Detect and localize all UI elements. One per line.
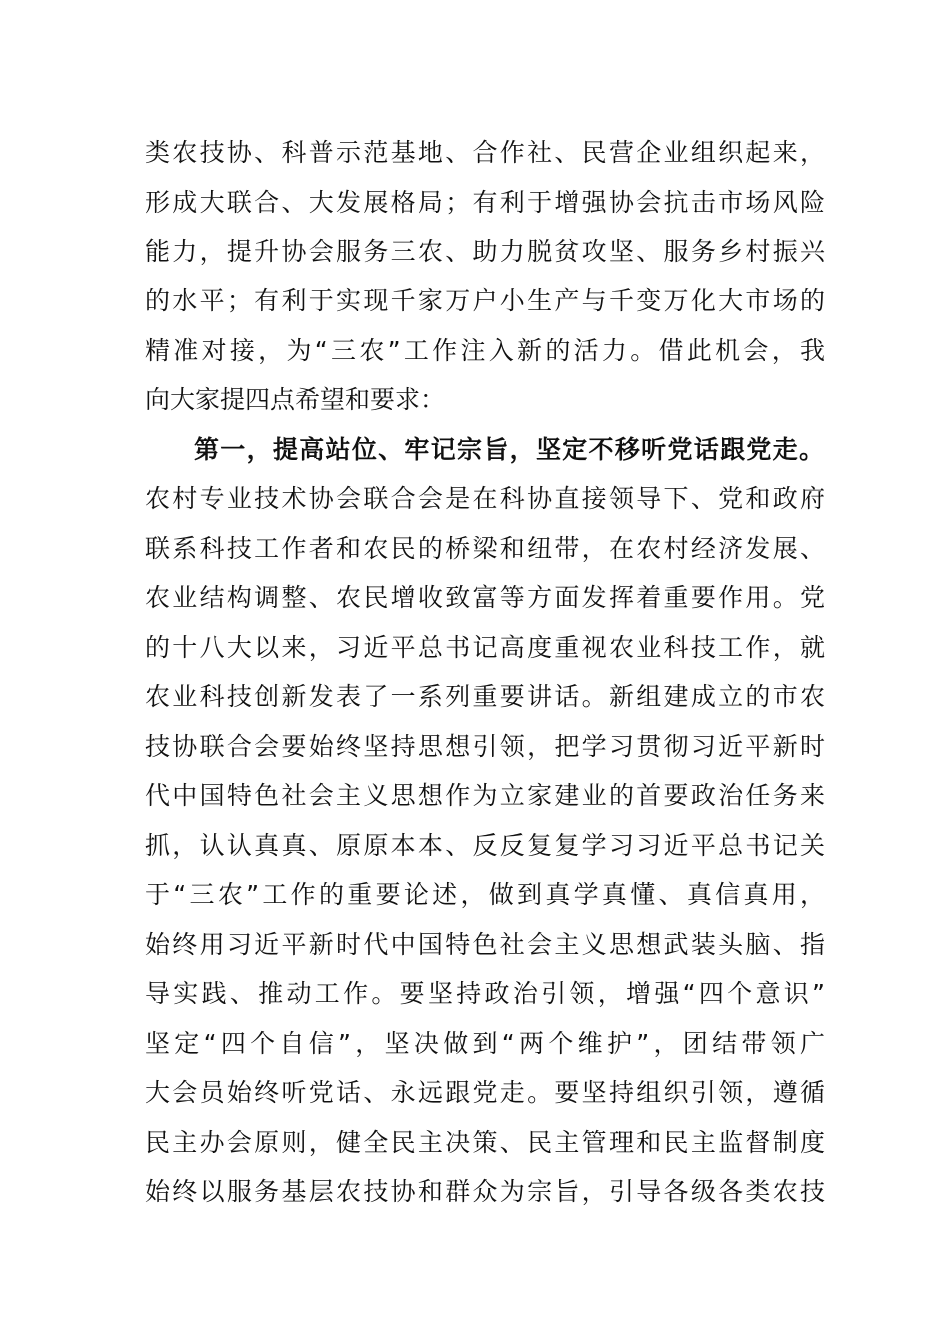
body-text-line: 始终用习近平新时代中国特色社会主义思想武装头脑、指 [145,930,825,959]
body-text-line: 类农技协、科普示范基地、合作社、民营企业组织起来， [145,138,825,167]
section-heading: 第一，提高站位、牢记宗旨，坚定不移听党话跟党走。 [194,435,824,464]
body-text-line: 向大家提四点希望和要求： [145,385,446,414]
body-text-line: 技协联合会要始终坚持思想引领，把学习贯彻习近平新时 [145,732,825,761]
body-text-line: 民主办会原则，健全民主决策、民主管理和民主监督制度 [145,1128,825,1157]
body-text-line: 坚定“四个自信”，坚决做到“两个维护”，团结带领广 [145,1029,825,1058]
body-text-line: 抓，认认真真、原原本本、反反复复学习习近平总书记关 [145,831,825,860]
body-text-line: 联系科技工作者和农民的桥梁和纽带，在农村经济发展、 [145,534,825,563]
body-text-line: 农村专业技术协会联合会是在科协直接领导下、党和政府 [145,484,825,513]
body-text-line: 始终以服务基层农技协和群众为宗旨，引导各级各类农技 [145,1177,825,1206]
body-text-line: 的水平；有利于实现千家万户小生产与千变万化大市场的 [145,286,825,315]
body-text-line: 导实践、推动工作。要坚持政治引领，增强“四个意识” [145,979,825,1008]
body-text-line: 形成大联合、大发展格局；有利于增强协会抗击市场风险 [145,188,825,217]
body-text-line: 能力，提升协会服务三农、助力脱贫攻坚、服务乡村振兴 [145,237,825,266]
body-text-line: 的十八大以来，习近平总书记高度重视农业科技工作，就 [145,633,825,662]
body-text-line: 代中国特色社会主义思想作为立家建业的首要政治任务来 [145,781,825,810]
body-text-line: 于“三农”工作的重要论述，做到真学真懂、真信真用， [145,880,825,909]
body-text-line: 农业结构调整、农民增收致富等方面发挥着重要作用。党 [145,583,825,612]
body-text-line: 大会员始终听党话、永远跟党走。要坚持组织引领，遵循 [145,1078,825,1107]
body-text-line: 农业科技创新发表了一系列重要讲话。新组建成立的市农 [145,682,825,711]
body-text-line: 精准对接，为“三农”工作注入新的活力。借此机会，我 [145,336,825,365]
